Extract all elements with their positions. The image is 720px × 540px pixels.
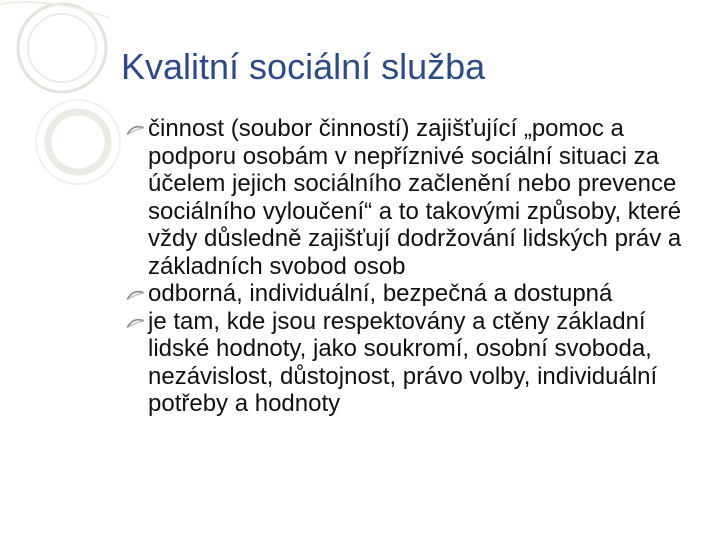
curved-arrow-bullet-icon [124,115,148,143]
bullet-item [124,115,704,280]
bullet-text: odborná, individuální, bezpečná a dostupná [148,280,613,307]
bullet-list [124,115,704,418]
bullet-item [124,308,704,418]
bullet-item [124,280,704,308]
curved-arrow-bullet-icon [124,280,148,308]
curved-arrow-bullet-icon [124,308,148,336]
bullet-text: činnost (soubor činností) zajišťující „pomoc a podporu osobám v nepříznivé sociální situaci za účelem jejich sociálního začlenění nebo prevence sociálního vyloučení“ a to takovými způsoby, které vždy důsledně zajišťují dodržování lidských práv a základních svobod osob [148,115,682,280]
bullet-text: je tam, kde jsou respektovány a ctěny základní lidské hodnoty, jako soukromí, osobní svoboda, nezávislost, důstojnost, právo volby, individuální potřeby a hodnoty [148,307,658,417]
slide-title: Kvalitní sociální služba [121,46,486,87]
